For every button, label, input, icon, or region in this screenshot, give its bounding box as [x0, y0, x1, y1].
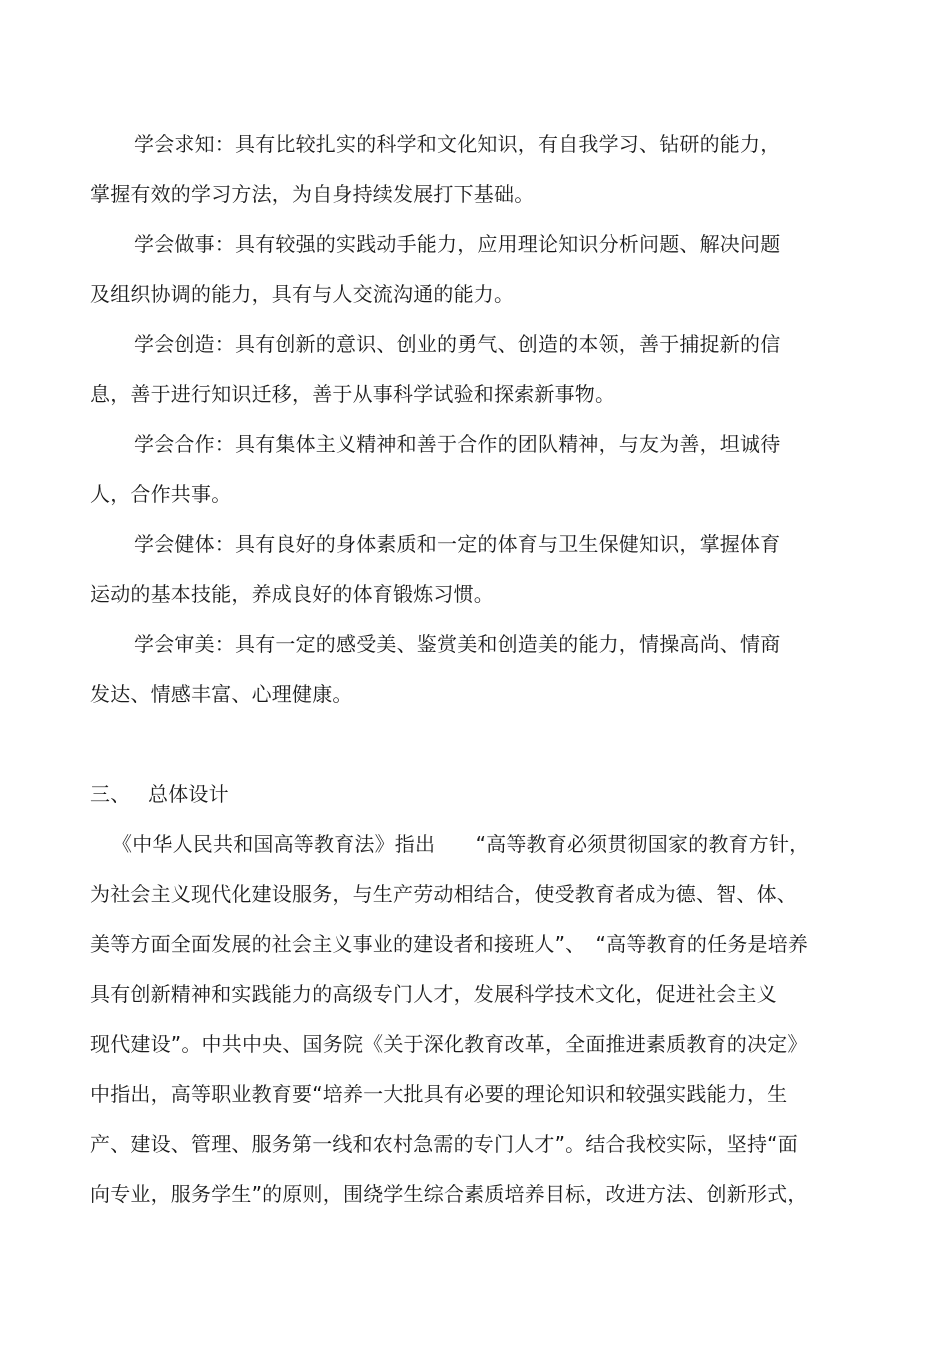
body-line-4: 具有创新精神和实践能力的高级专门人才，发展科学技术文化，促进社会主义: [90, 982, 777, 1006]
section-title: 总体设计: [148, 782, 229, 806]
body-line-6: 中指出，高等职业教育要“培养一大批具有必要的理论知识和较强实践能力，生: [90, 1082, 788, 1106]
paragraph-4-line-2: 人，合作共事。: [90, 482, 232, 506]
body-line-3: 美等方面全面发展的社会主义事业的建设者和接班人”、 “高等教育的任务是培养: [90, 932, 809, 956]
paragraph-5-line-2: 运动的基本技能，养成良好的体育锻炼习惯。: [90, 582, 494, 606]
section-number: 三、: [90, 782, 131, 806]
paragraph-2-line-2: 及组织协调的能力，具有与人交流沟通的能力。: [90, 282, 515, 306]
paragraph-1-line-2: 掌握有效的学习方法，为自身持续发展打下基础。: [90, 182, 535, 206]
paragraph-1-line-1: 学会求知：具有比较扎实的科学和文化知识，有自我学习、钻研的能力，: [134, 132, 781, 156]
paragraph-6-line-2: 发达、情感丰富、心理健康。: [90, 682, 353, 706]
body-line-5: 现代建设”。中共中央、国务院《关于深化教育改革，全面推进素质教育的决定》: [90, 1032, 808, 1056]
body-line-2: 为社会主义现代化建设服务，与生产劳动相结合，使受教育者成为德、智、体、: [90, 882, 797, 906]
body-line-1: 《中华人民共和国高等教育法》指出 “高等教育必须贯彻国家的教育方针，: [112, 832, 810, 856]
paragraph-2-line-1: 学会做事：具有较强的实践动手能力，应用理论知识分析问题、解决问题: [134, 232, 781, 256]
body-line-8: 向专业，服务学生”的原则，围绕学生综合素质培养目标，改进方法、创新形式，: [90, 1182, 808, 1206]
paragraph-5-line-1: 学会健体：具有良好的身体素质和一定的体育与卫生保健知识，掌握体育: [134, 532, 781, 556]
body-line-7: 产、建设、管理、服务第一线和农村急需的专门人才”。结合我校实际，坚持“面: [90, 1132, 798, 1156]
paragraph-3-line-2: 息，善于进行知识迁移，善于从事科学试验和探索新事物。: [90, 382, 616, 406]
paragraph-3-line-1: 学会创造：具有创新的意识、创业的勇气、创造的本领，善于捕捉新的信: [134, 332, 781, 356]
paragraph-6-line-1: 学会审美：具有一定的感受美、鉴赏美和创造美的能力，情操高尚、情商: [134, 632, 781, 656]
paragraph-4-line-1: 学会合作：具有集体主义精神和善于合作的团队精神，与友为善，坦诚待: [134, 432, 781, 456]
